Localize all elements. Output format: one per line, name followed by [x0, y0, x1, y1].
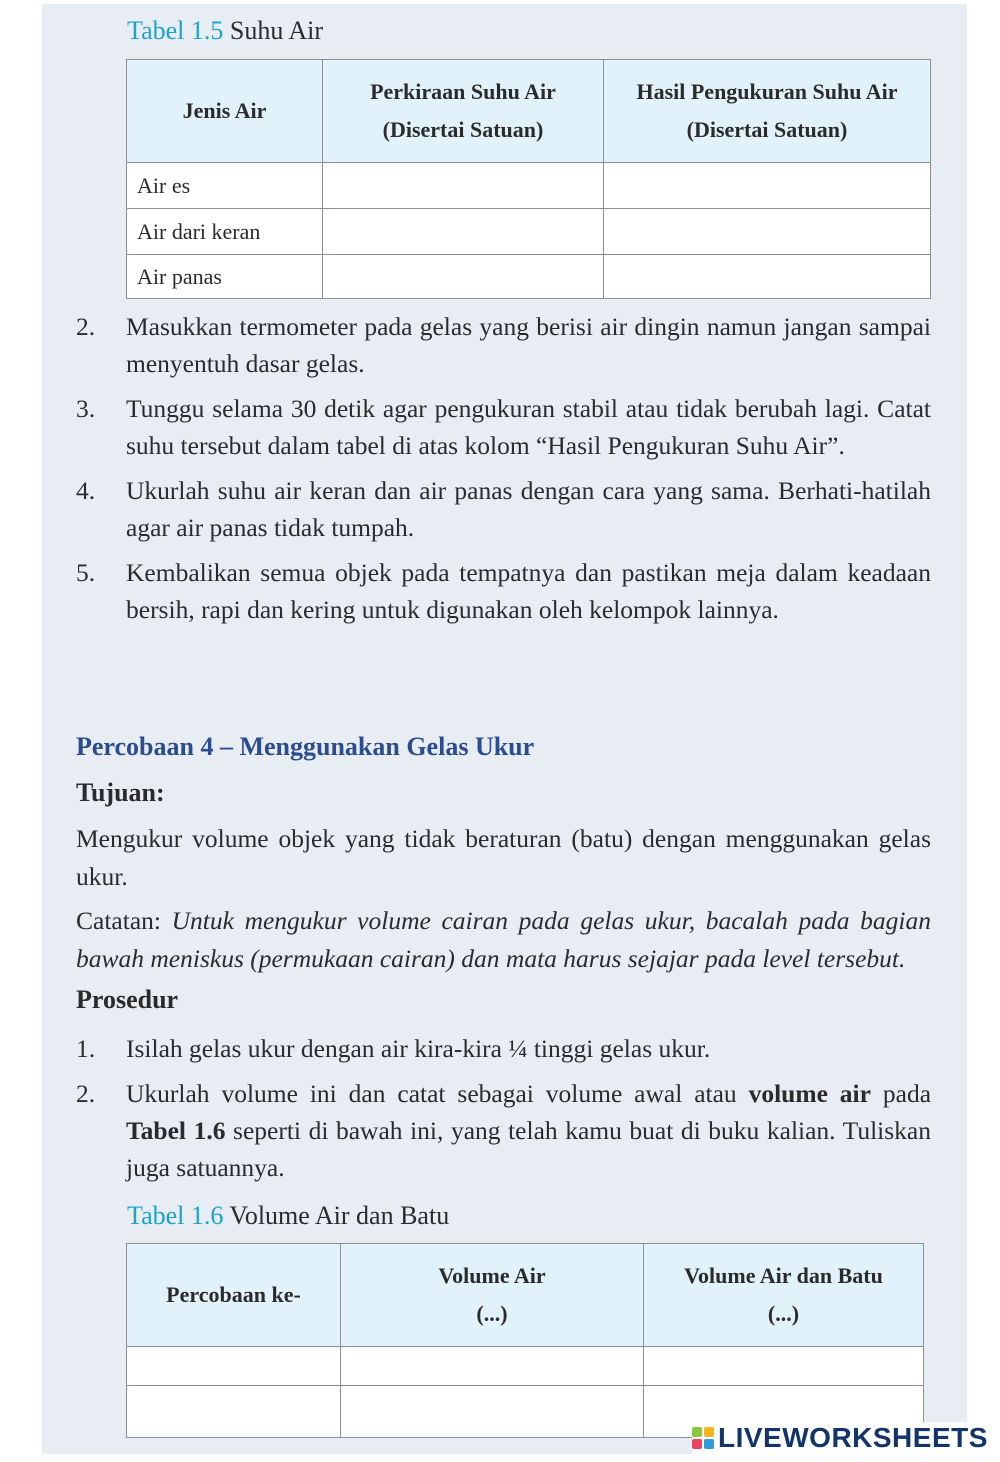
- header-line: (...): [767, 1301, 800, 1326]
- header-line: Hasil Pengukuran Suhu Air: [636, 79, 898, 104]
- liveworksheets-icon: [692, 1427, 714, 1449]
- list-item: [76, 472, 931, 546]
- brand-text: LIVEWORKSHEETS: [718, 1422, 988, 1453]
- text-part: seperti di bawah ini, yang telah kamu buat di buku kalian. Tuliskan juga satuannya.: [126, 1116, 931, 1182]
- row-label: Air es: [127, 163, 323, 209]
- procedure-list-b: [76, 1030, 931, 1194]
- liveworksheets-logo: [692, 1422, 988, 1454]
- header-line: Volume Air: [438, 1263, 546, 1288]
- empty-cell[interactable]: [127, 1386, 341, 1438]
- list-item: [76, 390, 931, 464]
- item-text: Masukkan termometer pada gelas yang berisi air dingin namun jangan sampai menyentuh dasar gelas.: [126, 312, 931, 378]
- header-hasil: [604, 60, 931, 163]
- caption-title: Suhu Air: [229, 16, 324, 45]
- section-title: Percobaan 4 – Menggunakan Gelas Ukur: [76, 732, 535, 761]
- header-percobaan: Percobaan ke-: [127, 1244, 341, 1347]
- caption-label: Tabel 1.6: [127, 1201, 224, 1230]
- tujuan-text: Mengukur volume objek yang tidak beraturan (batu) dengan menggunakan gelas ukur.: [76, 824, 931, 891]
- list-item: [76, 308, 931, 382]
- text-bold: Tabel 1.6: [126, 1116, 226, 1145]
- empty-cell[interactable]: [604, 209, 931, 255]
- row-label: Air dari keran: [127, 209, 323, 255]
- item-text: Kembalikan semua objek pada tempatnya dan pastikan meja dalam keadaan bersih, rapi dan kering untuk digunakan oleh kelompok lainnya.: [126, 558, 931, 624]
- note: [76, 902, 931, 978]
- item-number: 1.: [76, 1034, 96, 1063]
- table-1-5-caption: [127, 16, 323, 46]
- row-label: Air panas: [127, 255, 323, 299]
- tujuan-label: Tujuan:: [76, 778, 165, 807]
- header-jenis-air: Jenis Air: [127, 60, 323, 163]
- empty-cell[interactable]: [341, 1386, 644, 1438]
- header-perkiraan: [323, 60, 604, 163]
- caption-title: Volume Air dan Batu: [229, 1201, 450, 1230]
- table-row: [127, 209, 931, 255]
- header-line: (Disertai Satuan): [382, 117, 544, 142]
- list-item: [76, 1075, 931, 1186]
- table-row: [127, 255, 931, 299]
- table-1-5: [126, 59, 931, 299]
- caption-label: Tabel 1.5: [127, 16, 224, 45]
- table-header-row: [127, 60, 931, 163]
- empty-cell[interactable]: [323, 163, 604, 209]
- text-bold: volume air: [748, 1079, 871, 1108]
- table-header-row: [127, 1244, 924, 1347]
- item-text: Tunggu selama 30 detik agar pengukuran stabil atau tidak berubah lagi. Catat suhu tersebut dalam tabel di atas kolom “Hasil Pengukuran Suhu Air”.: [126, 394, 931, 460]
- table-row: [127, 1347, 924, 1386]
- header-volume-air-batu: [644, 1244, 924, 1347]
- item-number: 2.: [76, 1079, 96, 1108]
- procedure-list-a: [76, 308, 931, 636]
- header-line: Volume Air dan Batu: [684, 1263, 883, 1288]
- list-item: [76, 554, 931, 628]
- text-part: pada: [882, 1079, 932, 1108]
- empty-cell[interactable]: [323, 209, 604, 255]
- empty-cell[interactable]: [604, 163, 931, 209]
- table-1-6: [126, 1243, 924, 1438]
- item-number: 3.: [76, 394, 96, 423]
- empty-cell[interactable]: [127, 1347, 341, 1386]
- text-part: Ukurlah volume ini dan catat sebagai volume awal atau: [126, 1079, 737, 1108]
- item-text: [126, 1075, 931, 1186]
- table-1-6-caption: [127, 1201, 449, 1231]
- header-line: (Disertai Satuan): [686, 117, 848, 142]
- list-item: [76, 1030, 931, 1067]
- header-line: (...): [476, 1301, 508, 1326]
- empty-cell[interactable]: [341, 1347, 644, 1386]
- note-text: Untuk mengukur volume cairan pada gelas ukur, bacalah pada bagian bawah meniskus (permukaan cairan) dan mata harus sejajar pada level tersebut.: [76, 906, 931, 973]
- header-volume-air: [341, 1244, 644, 1347]
- item-number: 4.: [76, 476, 96, 505]
- header-line: Perkiraan Suhu Air: [370, 79, 556, 104]
- note-label: Catatan:: [76, 906, 161, 935]
- table-row: [127, 163, 931, 209]
- item-text: Isilah gelas ukur dengan air kira-kira ¼ tinggi gelas ukur.: [126, 1034, 711, 1063]
- item-number: 2.: [76, 312, 96, 341]
- empty-cell[interactable]: [323, 255, 604, 299]
- prosedur-label: Prosedur: [76, 985, 179, 1014]
- empty-cell[interactable]: [644, 1347, 924, 1386]
- item-number: 5.: [76, 558, 96, 587]
- empty-cell[interactable]: [604, 255, 931, 299]
- item-text: Ukurlah suhu air keran dan air panas dengan cara yang sama. Berhati-hatilah agar air panas tidak tumpah.: [126, 476, 931, 542]
